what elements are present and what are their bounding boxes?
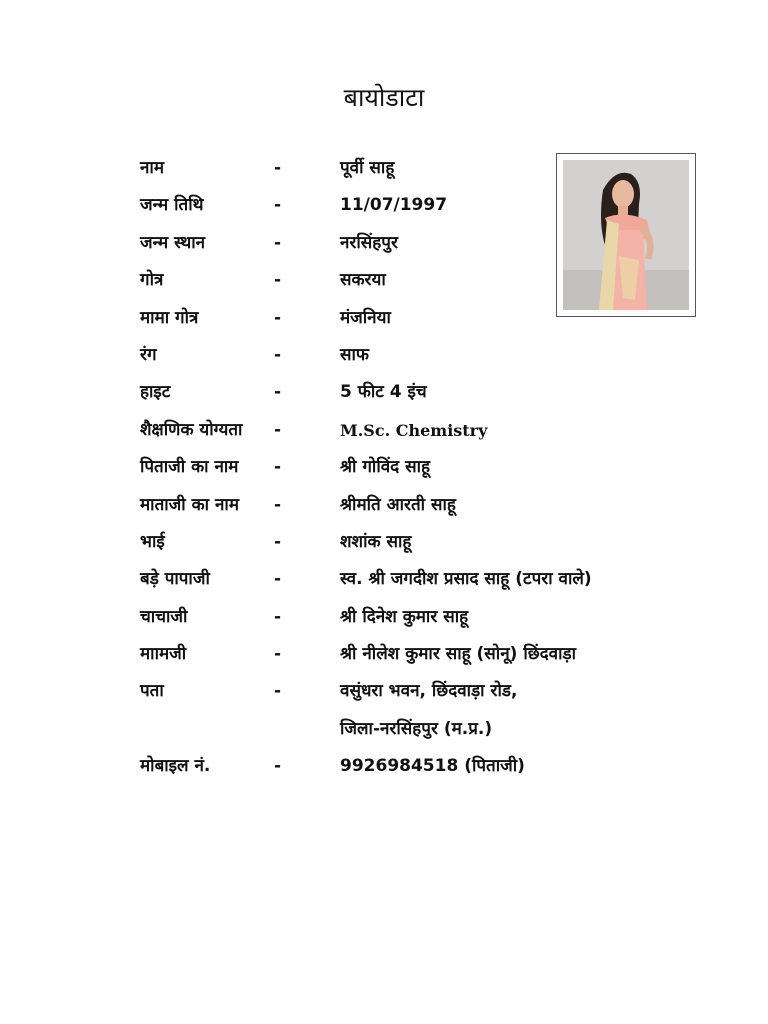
label-mother-name: माताजी का नाम bbox=[140, 494, 239, 515]
label-uncle: चाचाजी bbox=[140, 606, 188, 627]
profile-photo-frame bbox=[556, 153, 696, 317]
row-mobile bbox=[140, 748, 680, 785]
separator: - bbox=[274, 644, 282, 665]
value-gotra: सकरया bbox=[340, 270, 386, 291]
separator: - bbox=[274, 158, 282, 178]
row-elder-uncle bbox=[140, 561, 680, 598]
row-mother-name bbox=[140, 487, 680, 524]
separator: - bbox=[274, 344, 282, 365]
value-birth-place: नरसिंहपुर bbox=[340, 232, 398, 253]
value-education: M.Sc. Chemistry bbox=[340, 420, 488, 440]
value-address-line-2: जिला-नरसिंहपुर (म.प्र.) bbox=[340, 718, 493, 739]
separator: - bbox=[274, 494, 282, 515]
value-brother: शशांक साहू bbox=[340, 531, 412, 552]
label-mama-gotra: मामा गोत्र bbox=[140, 307, 199, 328]
row-complexion bbox=[140, 337, 680, 374]
value-height: 5 फीट 4 इंच bbox=[340, 382, 427, 403]
value-name: पूर्वी साहू bbox=[340, 158, 395, 178]
label-name: नाम bbox=[140, 158, 165, 178]
separator: - bbox=[274, 419, 282, 440]
row-address bbox=[140, 673, 680, 710]
row-uncle bbox=[140, 599, 680, 636]
value-mobile: 9926984518 (पिताजी) bbox=[340, 756, 525, 777]
label-gotra: गोत्र bbox=[140, 270, 164, 291]
label-birth-date: जन्म तिथि bbox=[140, 195, 204, 216]
separator: - bbox=[274, 382, 282, 403]
separator: - bbox=[274, 195, 282, 216]
separator: - bbox=[274, 756, 282, 777]
row-height bbox=[140, 374, 680, 411]
value-mother-name: श्रीमति आरती साहू bbox=[340, 494, 456, 515]
row-address-continued bbox=[140, 711, 680, 748]
label-height: हाइट bbox=[140, 382, 171, 403]
profile-photo bbox=[563, 160, 689, 310]
label-education: शैक्षणिक योग्यता bbox=[140, 419, 243, 440]
value-mama-gotra: मंजनिया bbox=[340, 307, 391, 328]
value-maternal-uncle: श्री नीलेश कुमार साहू (सोनू) छिंदवाड़ा bbox=[340, 644, 577, 665]
value-elder-uncle: स्व. श्री जगदीश प्रसाद साहू (टपरा वाले) bbox=[340, 569, 592, 590]
row-brother bbox=[140, 524, 680, 561]
separator: - bbox=[274, 270, 282, 291]
separator: - bbox=[274, 307, 282, 328]
value-address-line-1: वसुंधरा भवन, छिंदवाड़ा रोड, bbox=[340, 681, 518, 702]
value-complexion: साफ bbox=[340, 344, 370, 365]
separator: - bbox=[274, 606, 282, 627]
separator: - bbox=[274, 232, 282, 253]
label-complexion: रंग bbox=[140, 344, 157, 365]
separator: - bbox=[274, 531, 282, 552]
separator: - bbox=[274, 569, 282, 590]
label-mobile: मोबाइल नं. bbox=[140, 756, 211, 777]
row-maternal-uncle bbox=[140, 636, 680, 673]
label-maternal-uncle: माामजी bbox=[140, 644, 187, 665]
separator: - bbox=[274, 457, 282, 478]
label-elder-uncle: बड़े पापाजी bbox=[140, 569, 210, 590]
label-brother: भाई bbox=[140, 531, 165, 552]
value-birth-date: 11/07/1997 bbox=[340, 195, 448, 216]
person-portrait-icon bbox=[563, 160, 689, 310]
value-father-name: श्री गोविंद साहू bbox=[340, 457, 431, 478]
value-uncle: श्री दिनेश कुमार साहू bbox=[340, 606, 469, 627]
separator: - bbox=[274, 681, 282, 702]
label-address: पता bbox=[140, 681, 164, 702]
row-father-name bbox=[140, 449, 680, 486]
row-education bbox=[140, 412, 680, 449]
label-birth-place: जन्म स्थान bbox=[140, 232, 206, 253]
label-father-name: पिताजी का नाम bbox=[140, 457, 239, 478]
page-title: बायोडाटा bbox=[343, 83, 425, 112]
